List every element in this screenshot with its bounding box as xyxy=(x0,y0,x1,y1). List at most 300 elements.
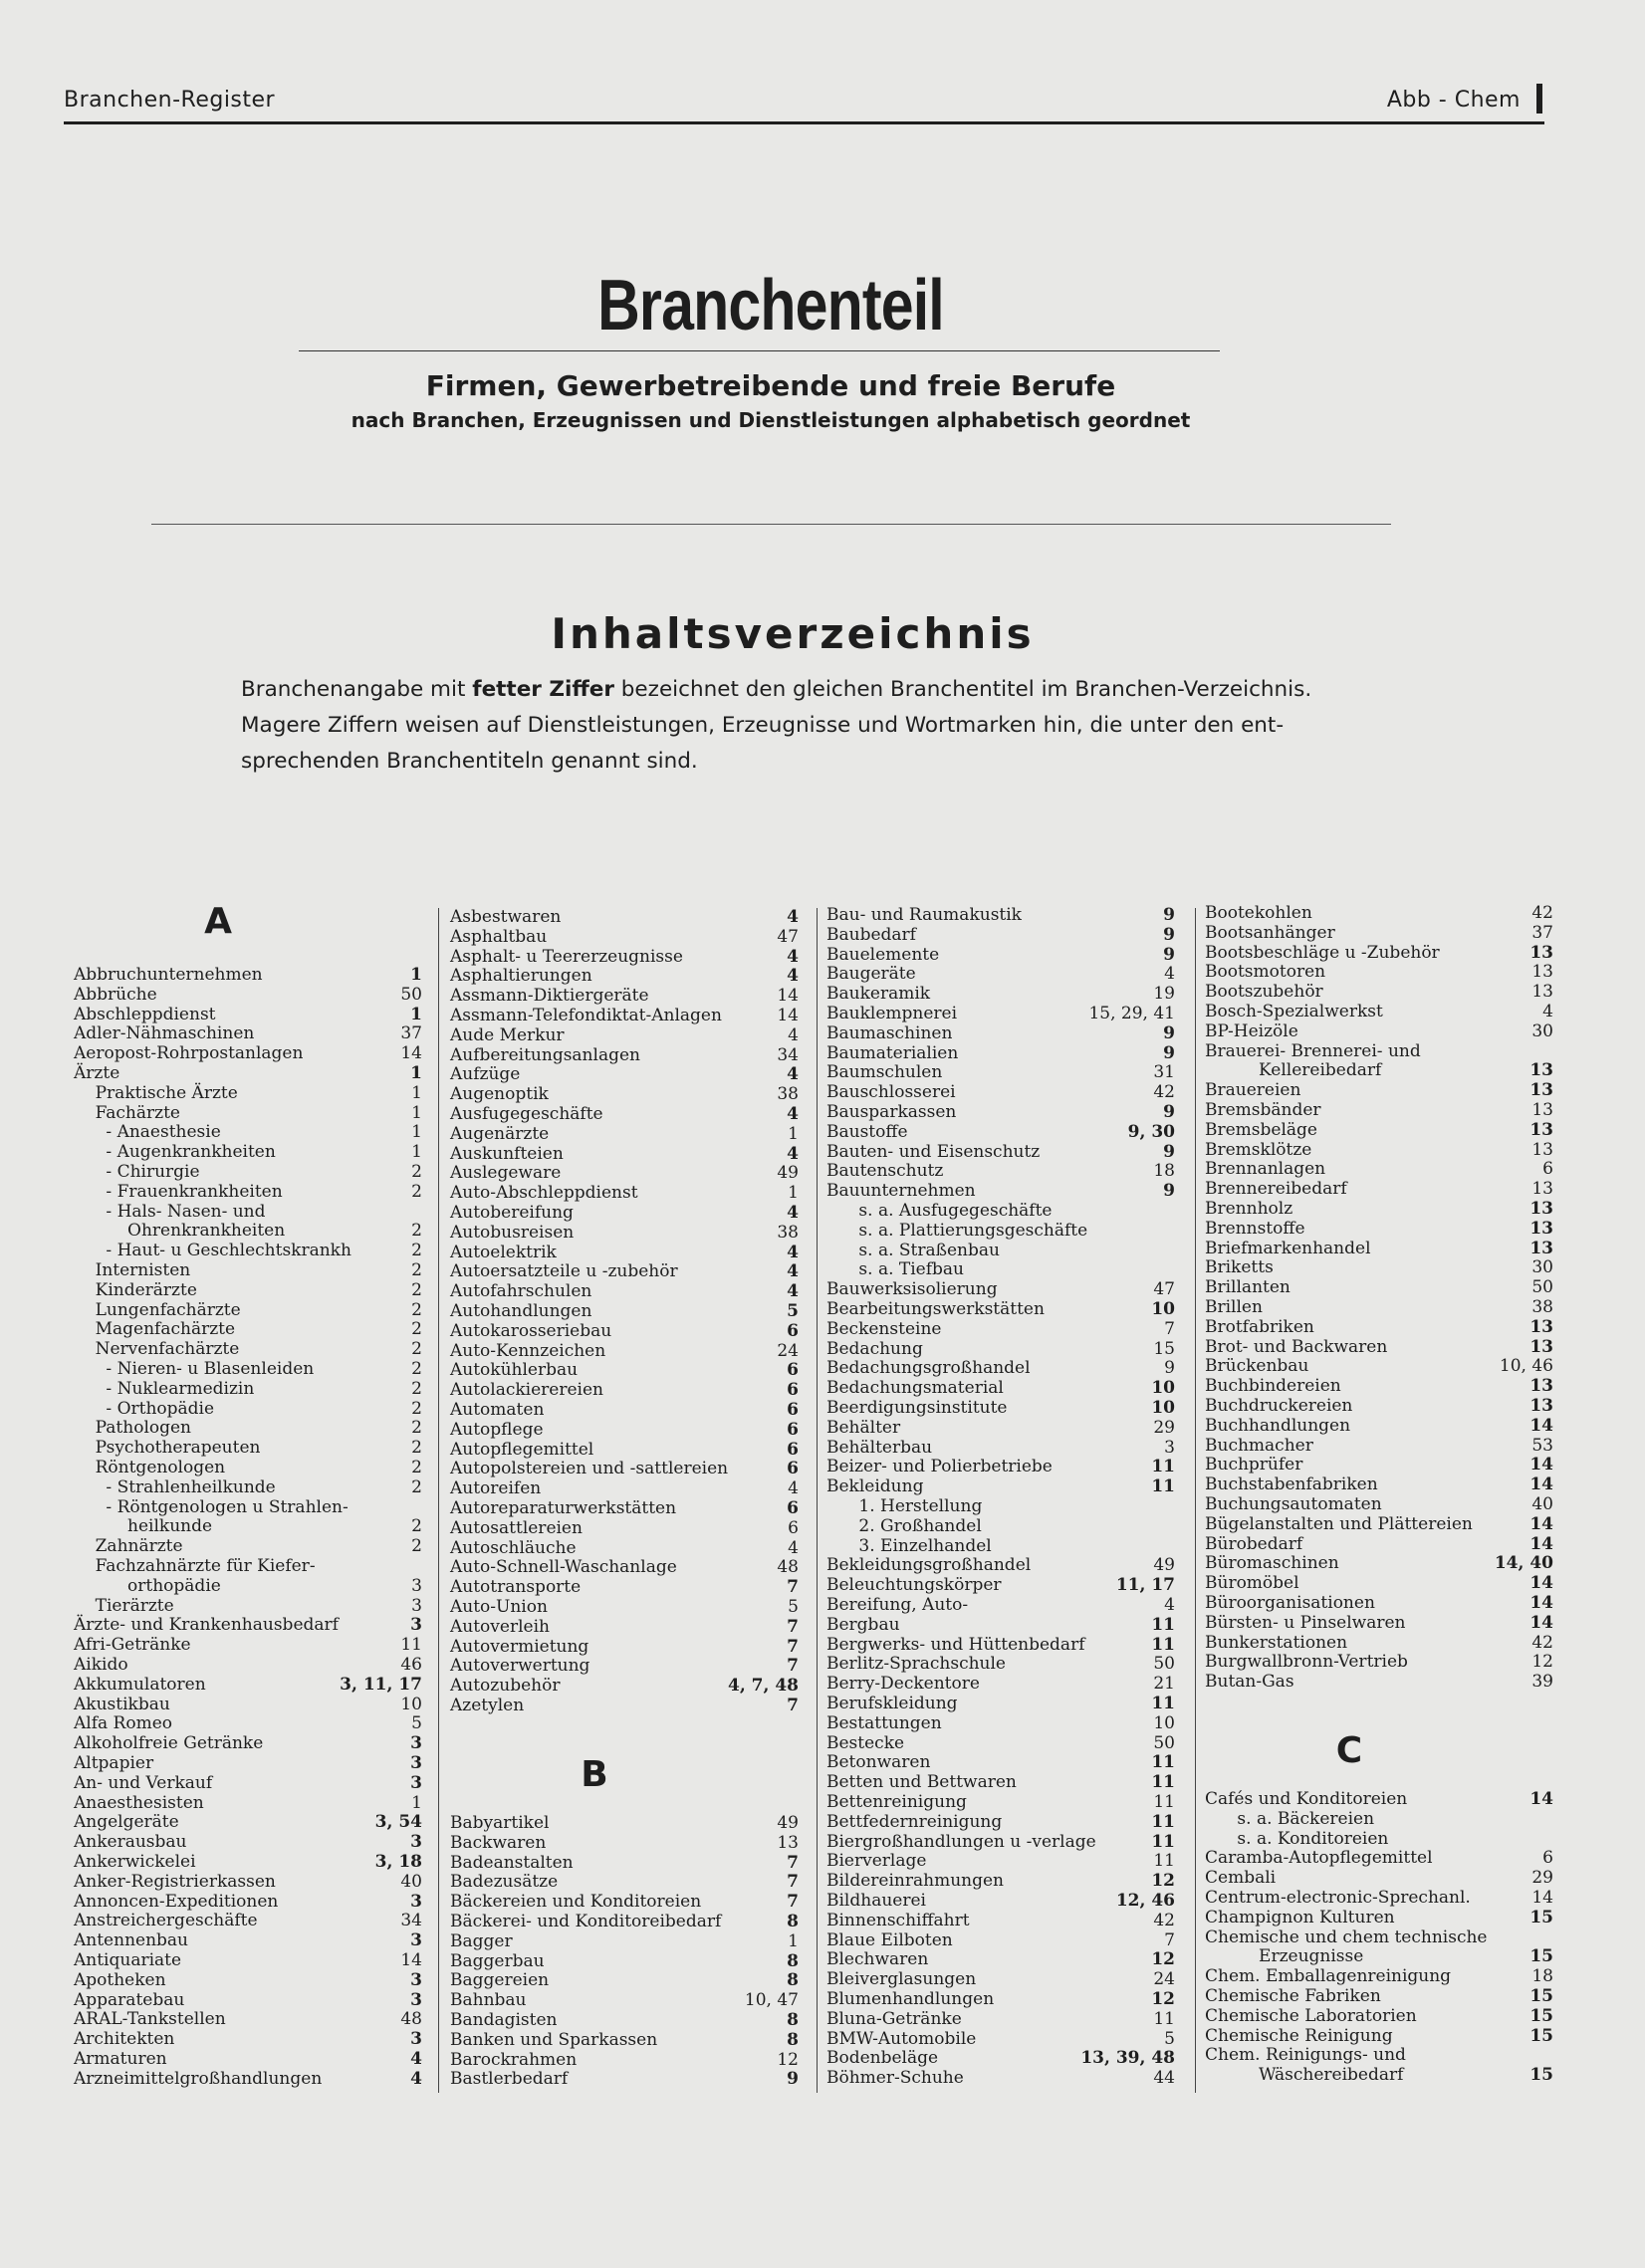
entry-page-number: 12, 46 xyxy=(1115,1891,1175,1911)
entry-title: Bootsanhänger xyxy=(1205,922,1335,943)
entry-page-number: 15 xyxy=(1529,1986,1553,2006)
entry-title: Arzneimittelgroßhandlungen xyxy=(74,2068,323,2089)
entry-title: Brennanlagen xyxy=(1205,1159,1326,1180)
entry-title: Beckensteine xyxy=(826,1318,942,1339)
entry-title: Bodenbeläge xyxy=(826,2048,939,2069)
entry-page-number: 3 xyxy=(410,1989,422,2010)
entry-title: Bestecke xyxy=(826,1732,905,1753)
entry-title: Bekleidung xyxy=(826,1476,924,1497)
entry-page-number: 8 xyxy=(787,1970,799,1991)
entry-page-number: 10 xyxy=(1151,1378,1175,1399)
section-letter-c: C xyxy=(1335,1730,1363,1771)
entry-title: Autoschläuche xyxy=(450,1537,577,1558)
entry-page-number: 14 xyxy=(1529,1415,1553,1436)
column-divider xyxy=(1195,908,1196,2093)
entry-page-number: 13 xyxy=(1531,1100,1553,1120)
entry-title: Autopflege xyxy=(450,1419,544,1440)
entry-title: Berlitz-Sprachschule xyxy=(826,1654,1006,1675)
entry-page-number: 2 xyxy=(411,1418,422,1439)
entry-title: Blumenhandlungen xyxy=(826,1989,995,2009)
entry-title: Buchprüfer xyxy=(1205,1455,1303,1475)
entry-page-number: 6 xyxy=(788,1517,799,1538)
entry-title: Badeanstalten xyxy=(450,1852,574,1873)
entry-title: Architekten xyxy=(74,2029,175,2050)
entry-page-number: 29 xyxy=(1531,1868,1553,1889)
entry-title: Afri-Getränke xyxy=(74,1635,191,1656)
entry-title: Büromöbel xyxy=(1205,1573,1299,1594)
entry-title: Abschleppdienst xyxy=(74,1004,216,1024)
entry-title: Abbrüche xyxy=(74,984,157,1005)
entry-title: s. a. Bäckereien xyxy=(1205,1808,1375,1829)
entry-page-number: 40 xyxy=(400,1871,422,1892)
entry-title: Autopflegemittel xyxy=(450,1439,594,1460)
entry-page-number: 11 xyxy=(400,1635,422,1656)
entry-page-number: 7 xyxy=(787,1892,799,1913)
entry-title: Baggereien xyxy=(450,1970,550,1991)
intro-line-2: Magere Ziffern weisen auf Dienstleistungen, Erzeugnisse und Wortmarken hin, die unter den ent- xyxy=(241,713,1285,738)
entry-title: Banken und Sparkassen xyxy=(450,2029,658,2050)
entry-title: - Strahlenheilkunde xyxy=(74,1476,276,1497)
entry-title: - Augenkrankheiten xyxy=(74,1142,276,1163)
entry-title: Blaue Eilboten xyxy=(826,1929,953,1950)
entry-title: Chem. Emballagenreinigung xyxy=(1205,1966,1452,1987)
entry-title: Bau- und Raumakustik xyxy=(826,905,1022,925)
entry-page-number: 3 xyxy=(410,1969,422,1990)
entry-title: s. a. Tiefbau xyxy=(826,1259,964,1280)
entry-page-number: 15, 29, 41 xyxy=(1088,1004,1175,1023)
entry-title: Chemische Reinigung xyxy=(1205,2025,1393,2046)
entry-page-number: 1 xyxy=(411,1102,422,1123)
entry-page-number: 39 xyxy=(1531,1672,1553,1693)
entry-page-number: 12 xyxy=(1531,1652,1553,1673)
entry-title: Brennstoffe xyxy=(1205,1218,1305,1239)
subtitle: Firmen, Gewerbetreibende und freie Berufe xyxy=(425,369,1116,402)
entry-title: Bestattungen xyxy=(826,1712,942,1733)
entry-title: Bleiverglasungen xyxy=(826,1969,977,1990)
running-header-left: Branchen-Register xyxy=(64,88,276,113)
entry-title: Aude Merkur xyxy=(450,1024,565,1045)
entry-page-number: 6 xyxy=(787,1459,799,1479)
entry-page-number: 4 xyxy=(1542,1002,1553,1021)
entry-page-number: 3, 54 xyxy=(374,1812,422,1833)
entry-page-number: 4 xyxy=(787,1104,799,1124)
entry-title: Bildereinrahmungen xyxy=(826,1871,1005,1892)
entry-page-number: 15 xyxy=(1529,2005,1553,2026)
entry-page-number: 10 xyxy=(400,1694,422,1714)
entry-title: Fachzahnärzte für Kiefer- xyxy=(74,1556,316,1576)
entry-title: Automaten xyxy=(450,1400,545,1420)
entry-page-number: 3 xyxy=(410,1832,422,1853)
entry-title: Alkoholfreie Getränke xyxy=(74,1733,264,1754)
column-divider xyxy=(817,908,818,2093)
entry-page-number: 14 xyxy=(777,986,799,1007)
title-rule xyxy=(299,350,1220,351)
entry-title: Butan-Gas xyxy=(1205,1672,1294,1693)
entry-title: Brennereibedarf xyxy=(1205,1179,1347,1200)
entry-title: Baumschulen xyxy=(826,1062,943,1083)
entry-page-number: 15 xyxy=(1529,1907,1553,1928)
entry-title: Annoncen-Expeditionen xyxy=(74,1891,279,1912)
entry-page-number: 6 xyxy=(787,1360,799,1381)
intro-text xyxy=(241,672,1366,780)
entry-page-number: 14 xyxy=(1531,1888,1553,1908)
entry-title: Antiquariate xyxy=(74,1950,182,1970)
entry-title: Autopolstereien und -sattlereien xyxy=(450,1459,729,1479)
entry-title: Bremsbänder xyxy=(1205,1100,1321,1120)
entry-title: Auto-Kennzeichen xyxy=(450,1340,606,1361)
entry-title: Caramba-Autopflegemittel xyxy=(1205,1848,1433,1869)
entry-page-number: 13 xyxy=(1529,1336,1553,1357)
entry-title: Beerdigungsinstitute xyxy=(826,1398,1008,1418)
entry-title: Autozubehör xyxy=(450,1676,561,1697)
entry-title: Bäckerei- und Konditoreibedarf xyxy=(450,1912,722,1931)
entry-title: An- und Verkauf xyxy=(74,1772,213,1793)
entry-title: Brennholz xyxy=(1205,1199,1293,1219)
entry-page-number: 1 xyxy=(410,965,422,985)
entry-page-number: 1 xyxy=(788,1123,799,1144)
entry-page-number: 50 xyxy=(400,984,422,1005)
entry-page-number: 13 xyxy=(1529,1316,1553,1337)
entry-title: Baumaterialien xyxy=(826,1042,959,1063)
entry-title: Augenoptik xyxy=(450,1084,549,1105)
entry-title: Backwaren xyxy=(450,1832,547,1853)
entry-page-number: 1 xyxy=(411,1122,422,1143)
entry-title: Autobereifung xyxy=(450,1203,574,1223)
entry-title: Bereifung, Auto- xyxy=(826,1595,969,1615)
entry-page-number: 11 xyxy=(1153,1792,1175,1812)
entry-page-number: 11 xyxy=(1151,1831,1175,1852)
entry-page-number: 6 xyxy=(1542,1159,1553,1180)
entry-title: Bäckereien und Konditoreien xyxy=(450,1892,702,1913)
entry-title: Assmann-Telefondiktat-Anlagen xyxy=(450,1006,722,1025)
entry-title: Aufzüge xyxy=(450,1064,521,1085)
entry-title: Bunkerstationen xyxy=(1205,1632,1348,1653)
entry-title: Babyartikel xyxy=(450,1813,550,1833)
entry-title: Aufbereitungsanlagen xyxy=(450,1044,640,1065)
entry-page-number: 13 xyxy=(1529,1119,1553,1140)
entry-title: Bedachungsgroßhandel xyxy=(826,1358,1031,1379)
entry-title: Asbestwaren xyxy=(450,907,562,927)
entry-title: Badezusätze xyxy=(450,1872,559,1893)
entry-page-number: 3, 18 xyxy=(374,1852,422,1872)
entry-title: Bosch-Spezialwerkst xyxy=(1205,1002,1383,1021)
entry-page-number: 12 xyxy=(777,2049,799,2070)
entry-title: Bagger xyxy=(450,1930,513,1951)
entry-title: Aikido xyxy=(74,1655,128,1675)
entry-page-number: 4 xyxy=(1164,964,1175,985)
entry-page-number: 34 xyxy=(400,1911,422,1931)
entry-page-number: 4 xyxy=(787,966,799,987)
entry-page-number: 24 xyxy=(777,1340,799,1361)
entry-page-number: 9 xyxy=(1163,1042,1175,1063)
entry-title: Abbruchunternehmen xyxy=(74,965,263,985)
entry-title: Bootsmotoren xyxy=(1205,962,1326,983)
entry-page-number: 7 xyxy=(787,1656,799,1677)
intro-line-3: sprechenden Branchentiteln genannt sind. xyxy=(241,749,698,774)
entry-title: Ärzte xyxy=(74,1063,120,1083)
entry-title: Brillanten xyxy=(1205,1277,1291,1298)
entry-title: Akustikbau xyxy=(74,1694,170,1714)
entry-page-number: 42 xyxy=(1153,1082,1175,1103)
entry-page-number: 11 xyxy=(1151,1457,1175,1477)
entry-title: Auto-Abschleppdienst xyxy=(450,1183,638,1204)
entry-page-number: 9 xyxy=(1164,1358,1175,1379)
entry-title: Bildhauerei xyxy=(826,1891,926,1911)
entry-title: orthopädie xyxy=(74,1575,221,1596)
entry-page-number: 4 xyxy=(787,946,799,967)
entry-title: Baggerbau xyxy=(450,1950,545,1971)
entry-title: Azetylen xyxy=(450,1696,525,1715)
entry-title: Armaturen xyxy=(74,2049,167,2069)
entry-page-number: 11 xyxy=(1151,1772,1175,1793)
entry-page-number: 24 xyxy=(1153,1969,1175,1990)
entry-title: Betten und Bettwaren xyxy=(826,1772,1017,1793)
entry-title: Bauunternehmen xyxy=(826,1181,976,1202)
entry-title: - Orthopädie xyxy=(74,1398,215,1419)
entry-page-number: 7 xyxy=(787,1696,799,1715)
entry-title: Autoverleih xyxy=(450,1616,550,1637)
entry-title: Antennenbau xyxy=(74,1930,188,1951)
entry-page-number: 4 xyxy=(410,2049,422,2069)
entry-title: - Anaesthesie xyxy=(74,1122,221,1143)
entry-title: Brauereien xyxy=(1205,1080,1301,1101)
entry-page-number: 9 xyxy=(787,2069,799,2090)
intro-line-1-bold: fetter Ziffer xyxy=(472,677,614,702)
entry-page-number: 29 xyxy=(1153,1417,1175,1438)
entry-page-number: 47 xyxy=(1153,1279,1175,1300)
entry-page-number: 4 xyxy=(787,907,799,927)
entry-page-number: 15 xyxy=(1529,1946,1553,1967)
entry-page-number: 10, 46 xyxy=(1499,1356,1553,1377)
entry-title: Ausfugegeschäfte xyxy=(450,1104,603,1124)
entry-title: Brotfabriken xyxy=(1205,1316,1314,1337)
entry-title: Bauschlosserei xyxy=(826,1082,956,1103)
entry-page-number: 21 xyxy=(1153,1674,1175,1695)
entry-title: Behälter xyxy=(826,1417,901,1438)
entry-title: 1. Herstellung xyxy=(826,1496,983,1516)
entry-title: Berufskleidung xyxy=(826,1694,958,1713)
entry-page-number: 7 xyxy=(787,1636,799,1657)
entry-title: BMW-Automobile xyxy=(826,2028,977,2049)
entry-page-number: 3 xyxy=(410,1891,422,1912)
entry-title: Auslegeware xyxy=(450,1163,562,1184)
entry-page-number: 13 xyxy=(1529,1218,1553,1239)
entry-title: Baustoffe xyxy=(826,1121,908,1142)
entry-page-number: 42 xyxy=(1153,1910,1175,1930)
entry-page-number: 13 xyxy=(1531,1139,1553,1160)
entry-title: Buchungsautomaten xyxy=(1205,1494,1382,1514)
entry-title: Fachärzte xyxy=(74,1102,180,1123)
entry-title: Bürsten- u Pinselwaren xyxy=(1205,1612,1406,1633)
entry-page-number: 6 xyxy=(787,1400,799,1420)
entry-title: BP-Heizöle xyxy=(1205,1021,1298,1041)
entry-page-number: 6 xyxy=(787,1498,799,1518)
entry-title: Bastlerbedarf xyxy=(450,2069,569,2090)
entry-page-number: 10 xyxy=(1151,1299,1175,1319)
entry-title: Chemische Laboratorien xyxy=(1205,2005,1417,2026)
entry-title: - Haut- u Geschlechtskrankh xyxy=(74,1241,352,1261)
entry-title: Bauelemente xyxy=(826,944,940,965)
entry-title: Betonwaren xyxy=(826,1752,931,1773)
entry-title: 2. Großhandel xyxy=(826,1515,982,1536)
entry-page-number: 40 xyxy=(1531,1494,1553,1514)
entry-page-number: 2 xyxy=(411,1438,422,1459)
entry-title: - Nieren- u Blasenleiden xyxy=(74,1359,315,1379)
entry-title: Kinderärzte xyxy=(74,1279,197,1300)
entry-page-number: 2 xyxy=(411,1279,422,1300)
entry-title: Autokühlerbau xyxy=(450,1360,579,1381)
entry-title: Bremsbeläge xyxy=(1205,1119,1317,1140)
entry-page-number: 9 xyxy=(1163,1022,1175,1043)
entry-page-number: 30 xyxy=(1531,1021,1553,1041)
entry-page-number: 7 xyxy=(787,1616,799,1637)
entry-title: Aeropost-Rohrpostanlagen xyxy=(74,1043,304,1064)
entry-page-number: 49 xyxy=(1153,1555,1175,1576)
entry-page-number: 47 xyxy=(777,926,799,947)
entry-page-number: 13 xyxy=(1529,1238,1553,1258)
entry-page-number: 38 xyxy=(1531,1297,1553,1317)
entry-title: Chem. Reinigungs- und xyxy=(1205,2045,1406,2066)
entry-title: Magenfachärzte xyxy=(74,1319,236,1340)
entry-page-number: 15 xyxy=(1529,2025,1553,2046)
entry-page-number: 4 xyxy=(1164,1595,1175,1615)
entry-page-number: 9 xyxy=(1163,944,1175,965)
running-header-right: Abb - Chem xyxy=(1386,88,1521,113)
entry-title: Bootszubehör xyxy=(1205,982,1323,1003)
entry-page-number: 38 xyxy=(777,1222,799,1243)
entry-page-number: 48 xyxy=(777,1557,799,1578)
entry-title: Cembali xyxy=(1205,1868,1277,1889)
entry-page-number: 4 xyxy=(788,1024,799,1045)
intro-line-1-a: Branchenangabe mit xyxy=(241,677,473,702)
entry-title: Champignon Kulturen xyxy=(1205,1907,1395,1928)
entry-page-number: 14 xyxy=(777,1006,799,1025)
entry-title: Binnenschiffahrt xyxy=(826,1910,970,1930)
entry-title: Buchstabenfabriken xyxy=(1205,1474,1378,1495)
subtitle-secondary: nach Branchen, Erzeugnissen und Dienstleistungen alphabetisch geordnet xyxy=(351,408,1191,432)
entry-page-number: 9 xyxy=(1163,924,1175,945)
header-thumb-marker xyxy=(1536,84,1542,113)
entry-page-number: 13 xyxy=(1529,1060,1553,1081)
entry-title: Baukeramik xyxy=(826,984,931,1005)
entry-page-number: 34 xyxy=(777,1044,799,1065)
entry-page-number: 6 xyxy=(787,1419,799,1440)
entry-title: Bedachung xyxy=(826,1338,923,1359)
entry-page-number: 4 xyxy=(787,1064,799,1085)
entry-page-number: 13 xyxy=(1529,942,1553,963)
section-letter-b: B xyxy=(581,1754,608,1795)
entry-page-number: 9 xyxy=(1163,1102,1175,1122)
entry-title: Büroorganisationen xyxy=(1205,1593,1375,1613)
entry-page-number: 7 xyxy=(1164,1318,1175,1339)
entry-page-number: 2 xyxy=(411,1398,422,1419)
entry-page-number: 1 xyxy=(411,1792,422,1813)
entry-page-number: 14 xyxy=(1529,1474,1553,1495)
intro-line-1-c: bezeichnet den gleichen Branchentitel im Branchen-Verzeichnis. xyxy=(613,677,1312,702)
entry-page-number: 13 xyxy=(777,1832,799,1853)
entry-page-number: 11 xyxy=(1153,2008,1175,2029)
entry-page-number: 14 xyxy=(1529,1593,1553,1613)
entry-page-number: 49 xyxy=(777,1813,799,1833)
entry-title: Büromaschinen xyxy=(1205,1553,1339,1574)
entry-title: - Nuklearmedizin xyxy=(74,1378,255,1399)
entry-page-number: 2 xyxy=(411,1181,422,1202)
entry-title: Autoersatzteile u -zubehör xyxy=(450,1261,678,1282)
entry-page-number: 4 xyxy=(787,1242,799,1262)
header-rule xyxy=(64,121,1544,124)
entry-title: Bettfedernreinigung xyxy=(826,1811,1003,1832)
entry-title: Bierverlage xyxy=(826,1851,927,1872)
entry-page-number: 1 xyxy=(411,1142,422,1163)
entry-page-number: 6 xyxy=(787,1439,799,1460)
entry-page-number: 3 xyxy=(411,1595,422,1616)
entry-page-number: 2 xyxy=(411,1516,422,1537)
entry-page-number: 5 xyxy=(1164,2028,1175,2049)
entry-title: Internisten xyxy=(74,1260,191,1280)
entry-page-number: 50 xyxy=(1531,1277,1553,1298)
entry-title: Asphaltierungen xyxy=(450,966,592,987)
entry-page-number: 13 xyxy=(1531,1179,1553,1200)
entry-page-number: 14 xyxy=(400,1043,422,1064)
entry-page-number: 31 xyxy=(1153,1062,1175,1083)
entry-title: Akkumulatoren xyxy=(74,1674,206,1695)
entry-page-number: 8 xyxy=(787,1950,799,1971)
entry-title: Pathologen xyxy=(74,1418,192,1439)
entry-title: Chemische Fabriken xyxy=(1205,1986,1381,2006)
entry-title: Bluna-Getränke xyxy=(826,2008,962,2029)
entry-page-number: 4 xyxy=(787,1261,799,1282)
entry-page-number: 15 xyxy=(1529,2065,1553,2086)
entry-title: - Hals- Nasen- und xyxy=(74,1201,266,1222)
entry-title: Ohrenkrankheiten xyxy=(74,1221,286,1242)
entry-page-number: 13 xyxy=(1531,962,1553,983)
entry-page-number: 9 xyxy=(1163,1141,1175,1162)
entry-title: Auto-Schnell-Waschanlage xyxy=(450,1557,677,1578)
entry-title: Bauklempnerei xyxy=(826,1004,958,1023)
entry-page-number: 2 xyxy=(411,1221,422,1242)
entry-page-number: 11 xyxy=(1151,1634,1175,1655)
entry-page-number: 5 xyxy=(788,1597,799,1617)
entry-title: Bootekohlen xyxy=(1205,903,1312,923)
entry-page-number: 11 xyxy=(1151,1811,1175,1832)
entry-title: Psychotherapeuten xyxy=(74,1438,261,1459)
entry-title: Röntgenologen xyxy=(74,1458,226,1477)
entry-title: Autohandlungen xyxy=(450,1301,592,1321)
entry-title: Brillen xyxy=(1205,1297,1263,1317)
entry-title: Berry-Deckentore xyxy=(826,1674,980,1695)
entry-title: Buchmacher xyxy=(1205,1435,1313,1456)
entry-page-number: 9 xyxy=(1163,1181,1175,1202)
entry-title: s. a. Straßenbau xyxy=(826,1240,1000,1260)
entry-title: Autoreparaturwerkstätten xyxy=(450,1498,677,1518)
entry-title: Autokarosseriebau xyxy=(450,1320,612,1341)
entry-page-number: 3 xyxy=(410,1930,422,1951)
entry-title: Augenärzte xyxy=(450,1123,550,1144)
entry-page-number: 12 xyxy=(1151,1949,1175,1970)
entry-title: Briketts xyxy=(1205,1257,1274,1278)
entry-title: Bergwerks- und Hüttenbedarf xyxy=(826,1634,1085,1655)
entry-page-number: 4 xyxy=(787,1143,799,1164)
entry-page-number: 2 xyxy=(411,1536,422,1557)
entry-title: Kellereibedarf xyxy=(1205,1060,1382,1081)
entry-title: Bürobedarf xyxy=(1205,1533,1303,1554)
entry-page-number: 3 xyxy=(410,1753,422,1773)
entry-page-number: 11 xyxy=(1151,1614,1175,1635)
entry-title: 3. Einzelhandel xyxy=(826,1535,992,1556)
entry-page-number: 14 xyxy=(1529,1455,1553,1475)
entry-page-number: 10 xyxy=(1153,1712,1175,1733)
entry-title: Auskunfteien xyxy=(450,1143,564,1164)
